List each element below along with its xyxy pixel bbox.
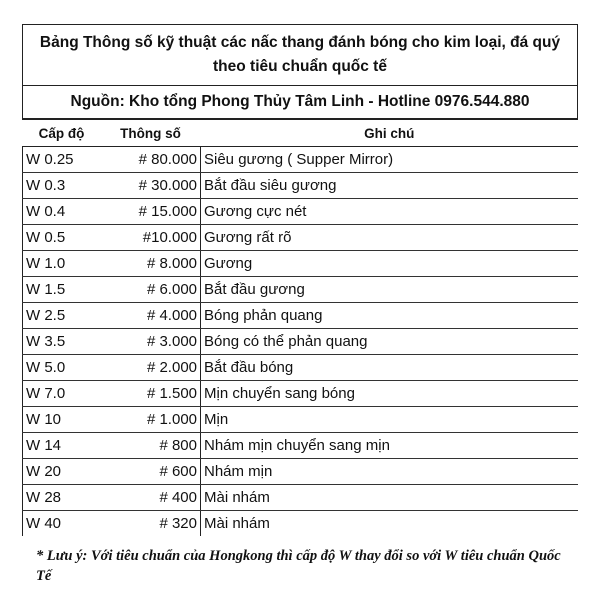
table-row [23, 303, 579, 329]
note-cell: Bắt đầu bóng [201, 355, 579, 381]
level-cell: W 10 [23, 407, 101, 433]
value-cell: # 400 [101, 485, 201, 511]
note-cell: Bóng có thể phản quang [201, 329, 579, 355]
table-row [23, 147, 579, 173]
value-cell: # 6.000 [101, 277, 201, 303]
level-cell: W 0.4 [23, 199, 101, 225]
note-cell: Bắt đầu gương [201, 277, 579, 303]
source-line: Nguồn: Kho tổng Phong Thủy Tâm Linh - Hotline 0976.544.880 [22, 86, 578, 120]
level-cell: W 14 [23, 433, 101, 459]
level-cell: W 0.3 [23, 173, 101, 199]
header-value: Thông số [101, 120, 201, 147]
table-body [23, 147, 579, 537]
value-cell: # 4.000 [101, 303, 201, 329]
header-note: Ghi chú [201, 120, 579, 147]
value-cell: # 320 [159, 515, 197, 532]
table-row [23, 381, 579, 407]
table-row [23, 173, 579, 199]
note-cell: Nhám mịn [201, 459, 579, 485]
level-cell: W 7.0 [23, 381, 101, 407]
level-cell: W 1.5 [23, 277, 101, 303]
level-cell: W 3.5 [23, 329, 101, 355]
level-cell: W 40 [23, 511, 101, 537]
level-cell: W 20 [23, 459, 101, 485]
table-row [23, 407, 579, 433]
note-cell: Mài nhám [201, 511, 579, 537]
value-cell: # 1.000 [101, 407, 201, 433]
spec-sheet [22, 24, 578, 536]
note-cell: Gương [201, 251, 579, 277]
level-cell: W 5.0 [23, 355, 101, 381]
value-cell: # 600 [101, 459, 201, 485]
table-row [23, 355, 579, 381]
level-cell: W 0.25 [23, 147, 101, 173]
level-cell: W 28 [23, 485, 101, 511]
note-cell: Bắt đầu siêu gương [201, 173, 579, 199]
level-cell: W 1.0 [23, 251, 101, 277]
note-cell: Gương cực nét [201, 199, 579, 225]
note-cell: Mài nhám [201, 485, 579, 511]
polishing-grade-table [22, 120, 578, 536]
table-row [23, 511, 579, 537]
value-cell: # 15.000 [101, 199, 201, 225]
header-level: Cấp độ [23, 120, 101, 147]
note-cell: Bóng phản quang [201, 303, 579, 329]
table-row [23, 459, 579, 485]
note-cell: Gương rất rõ [201, 225, 579, 251]
table-row [23, 329, 579, 355]
table-row [23, 485, 579, 511]
value-cell: # 30.000 [101, 173, 201, 199]
table-header [23, 120, 579, 147]
value-cell: # 3.000 [101, 329, 201, 355]
value-cell: #10.000 [101, 225, 201, 251]
level-cell: W 2.5 [23, 303, 101, 329]
table-row [23, 199, 579, 225]
table-row [23, 433, 579, 459]
table-header-row [23, 120, 579, 147]
table-row [23, 277, 579, 303]
value-cell: # 1.500 [101, 381, 201, 407]
note-cell: Mịn chuyển sang bóng [201, 381, 579, 407]
footnote: * Lưu ý: Với tiêu chuẩn của Hongkong thì cấp độ W thay đổi so với W tiêu chuẩn Quốc Tế [36, 548, 561, 584]
note-cell: Mịn [201, 407, 579, 433]
note-cell: Siêu gương ( Supper Mirror) [201, 147, 579, 173]
table-row [23, 251, 579, 277]
value-cell: # 80.000 [101, 147, 201, 173]
level-cell: W 0.5 [23, 225, 101, 251]
note-cell: Nhám mịn chuyển sang mịn [201, 433, 579, 459]
table-row [23, 225, 579, 251]
value-cell: # 8.000 [101, 251, 201, 277]
value-cell: # 800 [101, 433, 201, 459]
value-cell: # 2.000 [101, 355, 201, 381]
document-title: Bảng Thông số kỹ thuật các nấc thang đánh bóng cho kim loại, đá quý theo tiêu chuẩn quốc tế [22, 24, 578, 86]
